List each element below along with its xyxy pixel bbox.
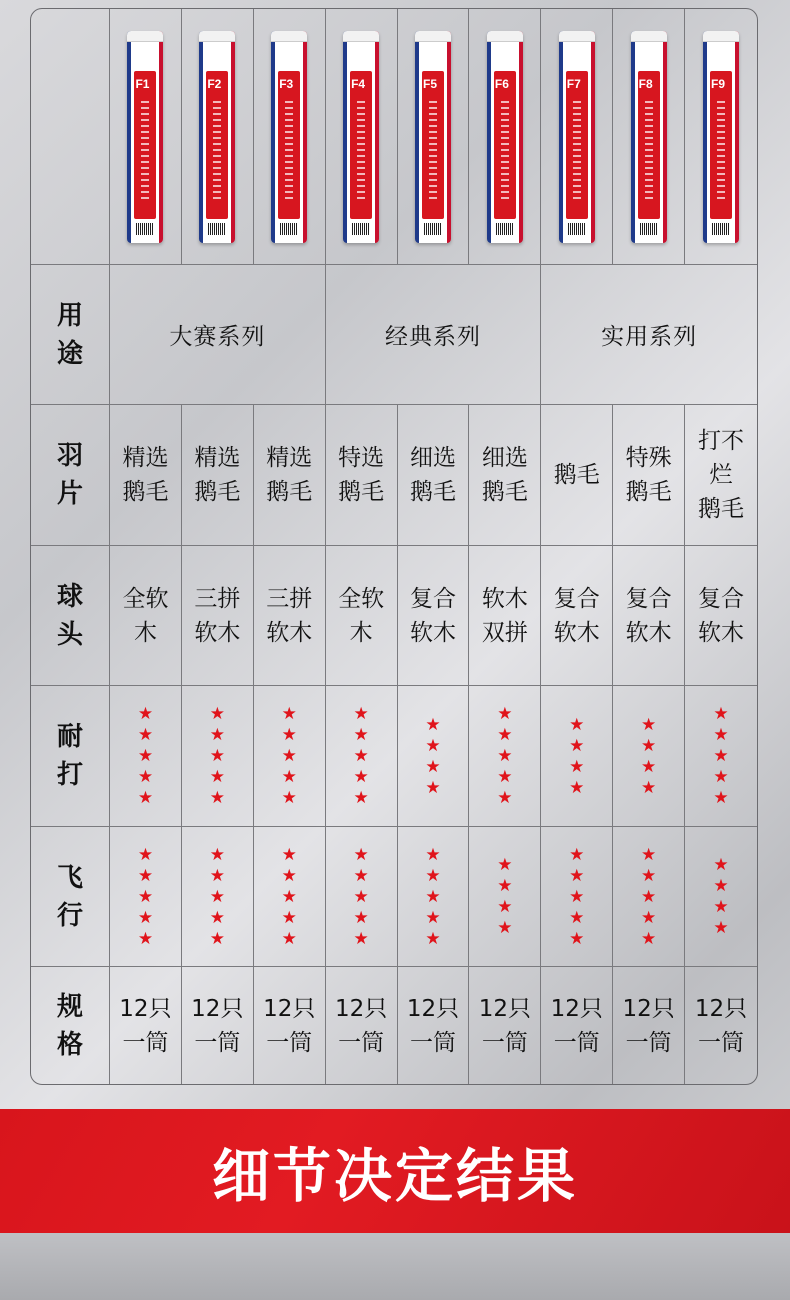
star-icon: ★	[137, 788, 154, 808]
star-icon: ★	[713, 876, 729, 896]
durability-rating	[254, 686, 326, 827]
star-icon: ★	[209, 704, 225, 724]
star-icon: ★	[281, 704, 297, 724]
product-image-cell	[541, 9, 613, 265]
star-icon: ★	[713, 767, 729, 787]
head-value: 复合 软木	[541, 546, 613, 686]
star-icon: ★	[641, 886, 657, 907]
product-image-cell	[110, 9, 182, 265]
star-icon: ★	[713, 788, 729, 808]
spec-value: 12只 一筒	[694, 995, 748, 1056]
star-icon: ★	[209, 746, 225, 766]
star-icon: ★	[353, 844, 369, 865]
durability-rating	[110, 686, 182, 827]
star-icon: ★	[713, 725, 729, 745]
star-icon: ★	[641, 756, 657, 777]
shuttlecock-tube-image	[271, 31, 307, 243]
star-icon: ★	[353, 886, 369, 907]
star-icon: ★	[353, 907, 369, 928]
product-code: F2	[207, 76, 222, 91]
flight-rating	[613, 827, 685, 967]
star-icon: ★	[497, 746, 513, 766]
star-icon: ★	[137, 767, 154, 787]
star-icon: ★	[281, 767, 297, 787]
star-icon: ★	[569, 777, 585, 798]
star-icon: ★	[569, 756, 585, 777]
star-icon: ★	[281, 788, 297, 808]
spec-value: 12只 一筒	[182, 967, 254, 1084]
star-icon: ★	[281, 725, 297, 745]
star-icon: ★	[209, 767, 225, 787]
head-value: 全软 木	[110, 546, 182, 686]
star-icon: ★	[713, 897, 729, 917]
star-icon: ★	[569, 844, 585, 865]
star-icon: ★	[353, 865, 369, 886]
durability-rating	[685, 686, 757, 827]
corner-cell	[31, 9, 110, 265]
star-icon: ★	[353, 725, 369, 745]
row-label-head: 球 头	[31, 546, 110, 686]
star-icon: ★	[137, 844, 154, 865]
banner	[0, 1109, 790, 1233]
star-icon: ★	[425, 756, 441, 777]
star-icon: ★	[641, 865, 657, 886]
feather-value: 精选 鹅毛	[254, 405, 326, 546]
shuttlecock-tube-image	[559, 31, 595, 243]
star-icon: ★	[713, 704, 729, 724]
star-icon: ★	[209, 865, 225, 886]
product-image-cell	[685, 9, 757, 265]
feather-value: 细选 鹅毛	[469, 405, 541, 546]
star-icon: ★	[569, 735, 585, 756]
star-icon: ★	[353, 704, 369, 724]
head-value: 软木 双拼	[469, 546, 541, 686]
star-icon: ★	[641, 777, 657, 798]
star-icon: ★	[281, 746, 297, 766]
product-code: F8	[638, 76, 653, 91]
product-image-cell	[398, 9, 470, 265]
row-label-durability: 耐 打	[31, 686, 110, 827]
star-icon: ★	[713, 855, 729, 875]
product-image-cell	[469, 9, 541, 265]
row-label-spec: 规 格	[31, 967, 110, 1084]
shuttlecock-tube-image	[127, 31, 163, 243]
flight-rating	[541, 827, 613, 967]
product-code: F4	[351, 76, 366, 91]
star-icon: ★	[497, 788, 513, 808]
durability-rating	[613, 686, 685, 827]
feather-value: 鹅毛	[541, 405, 613, 546]
star-icon: ★	[641, 735, 657, 756]
star-icon: ★	[281, 907, 297, 928]
star-icon: ★	[569, 865, 585, 886]
star-icon: ★	[641, 844, 657, 865]
star-icon: ★	[569, 928, 585, 949]
flight-rating	[110, 827, 182, 967]
footer-strip	[0, 1233, 790, 1300]
star-icon: ★	[425, 735, 441, 756]
star-icon: ★	[209, 907, 225, 928]
feather-value: 细选 鹅毛	[398, 405, 470, 546]
product-image-cell	[326, 9, 398, 265]
row-label-feather: 羽 片	[31, 405, 110, 546]
star-icon: ★	[137, 865, 154, 886]
star-icon: ★	[425, 777, 441, 798]
spec-value: 12只 一筒	[326, 967, 398, 1084]
star-icon: ★	[425, 714, 441, 735]
star-icon: ★	[641, 907, 657, 928]
star-icon: ★	[497, 767, 513, 787]
shuttlecock-tube-image	[487, 31, 523, 243]
flight-rating	[182, 827, 254, 967]
flight-rating	[398, 827, 470, 967]
durability-rating	[541, 686, 613, 827]
head-value: 复合 软木	[685, 546, 757, 686]
star-icon: ★	[353, 788, 369, 808]
star-icon: ★	[137, 746, 154, 766]
durability-rating	[182, 686, 254, 827]
star-icon: ★	[569, 886, 585, 907]
spec-value: 12只 一筒	[254, 967, 326, 1084]
flight-rating	[254, 827, 326, 967]
flight-rating	[469, 827, 541, 967]
star-icon: ★	[425, 928, 441, 949]
star-icon: ★	[137, 886, 154, 907]
row-label-usage: 用 途	[31, 265, 110, 405]
star-icon: ★	[641, 714, 657, 735]
star-icon: ★	[425, 865, 441, 886]
product-code: F6	[494, 76, 509, 91]
durability-rating	[469, 686, 541, 827]
comparison-table	[30, 8, 758, 1085]
product-code: F9	[711, 76, 726, 91]
shuttlecock-tube-image	[415, 31, 451, 243]
star-icon: ★	[137, 907, 154, 928]
shuttlecock-tube-image	[199, 31, 235, 243]
star-icon: ★	[281, 844, 297, 865]
head-value: 复合 软木	[398, 546, 470, 686]
product-code: F1	[135, 76, 150, 91]
star-icon: ★	[497, 876, 513, 896]
spec-value: 12只 一筒	[110, 967, 182, 1084]
product-code: F7	[566, 76, 581, 91]
star-icon: ★	[353, 746, 369, 766]
star-icon: ★	[497, 855, 513, 875]
star-icon: ★	[569, 714, 585, 735]
head-value: 三拼 软木	[182, 546, 254, 686]
product-code: F5	[422, 76, 437, 91]
row-label-flight: 飞 行	[31, 827, 110, 967]
star-icon: ★	[713, 746, 729, 766]
star-icon: ★	[497, 704, 513, 724]
flight-rating	[326, 827, 398, 967]
star-icon: ★	[137, 928, 154, 949]
star-icon: ★	[425, 886, 441, 907]
star-icon: ★	[425, 907, 441, 928]
star-icon: ★	[209, 928, 225, 949]
flight-rating	[685, 827, 757, 967]
series-classic: 经典系列	[326, 265, 542, 405]
series-competition: 大赛系列	[110, 265, 326, 405]
feather-value: 精选 鹅毛	[110, 405, 182, 546]
product-image-cell	[182, 9, 254, 265]
product-image-cell	[254, 9, 326, 265]
product-image-cell	[613, 9, 685, 265]
spec-value: 12只 一筒	[469, 967, 541, 1084]
banner-title: 细节决定结果	[211, 1142, 578, 1210]
spec-value: 12只 一筒	[398, 967, 470, 1084]
head-value: 全软 木	[326, 546, 398, 686]
durability-rating	[326, 686, 398, 827]
star-icon: ★	[713, 918, 729, 938]
feather-value: 特选 鹅毛	[326, 405, 398, 546]
star-icon: ★	[641, 928, 657, 949]
star-icon: ★	[137, 725, 154, 745]
star-icon: ★	[281, 865, 297, 886]
product-code: F3	[279, 76, 294, 91]
star-icon: ★	[497, 918, 513, 938]
star-icon: ★	[209, 886, 225, 907]
star-icon: ★	[353, 928, 369, 949]
feather-value: 特殊 鹅毛	[613, 405, 685, 546]
series-practical: 实用系列	[541, 265, 757, 405]
star-icon: ★	[281, 928, 297, 949]
durability-rating	[398, 686, 470, 827]
feather-value: 精选 鹅毛	[182, 405, 254, 546]
star-icon: ★	[497, 725, 513, 745]
head-value: 三拼 软木	[254, 546, 326, 686]
shuttlecock-tube-image	[703, 31, 739, 243]
star-icon: ★	[281, 886, 297, 907]
feather-value: 打不 烂 鹅毛	[685, 405, 757, 546]
star-icon: ★	[569, 907, 585, 928]
star-icon: ★	[209, 788, 225, 808]
shuttlecock-tube-image	[343, 31, 379, 243]
star-icon: ★	[137, 704, 154, 724]
star-icon: ★	[425, 844, 441, 865]
spec-value: 12只 一筒	[541, 967, 613, 1084]
star-icon: ★	[353, 767, 369, 787]
shuttlecock-tube-image	[631, 31, 667, 243]
star-icon: ★	[497, 897, 513, 917]
head-value: 复合 软木	[613, 546, 685, 686]
spec-value: 12只 一筒	[613, 967, 685, 1084]
star-icon: ★	[209, 725, 225, 745]
star-icon: ★	[209, 844, 225, 865]
